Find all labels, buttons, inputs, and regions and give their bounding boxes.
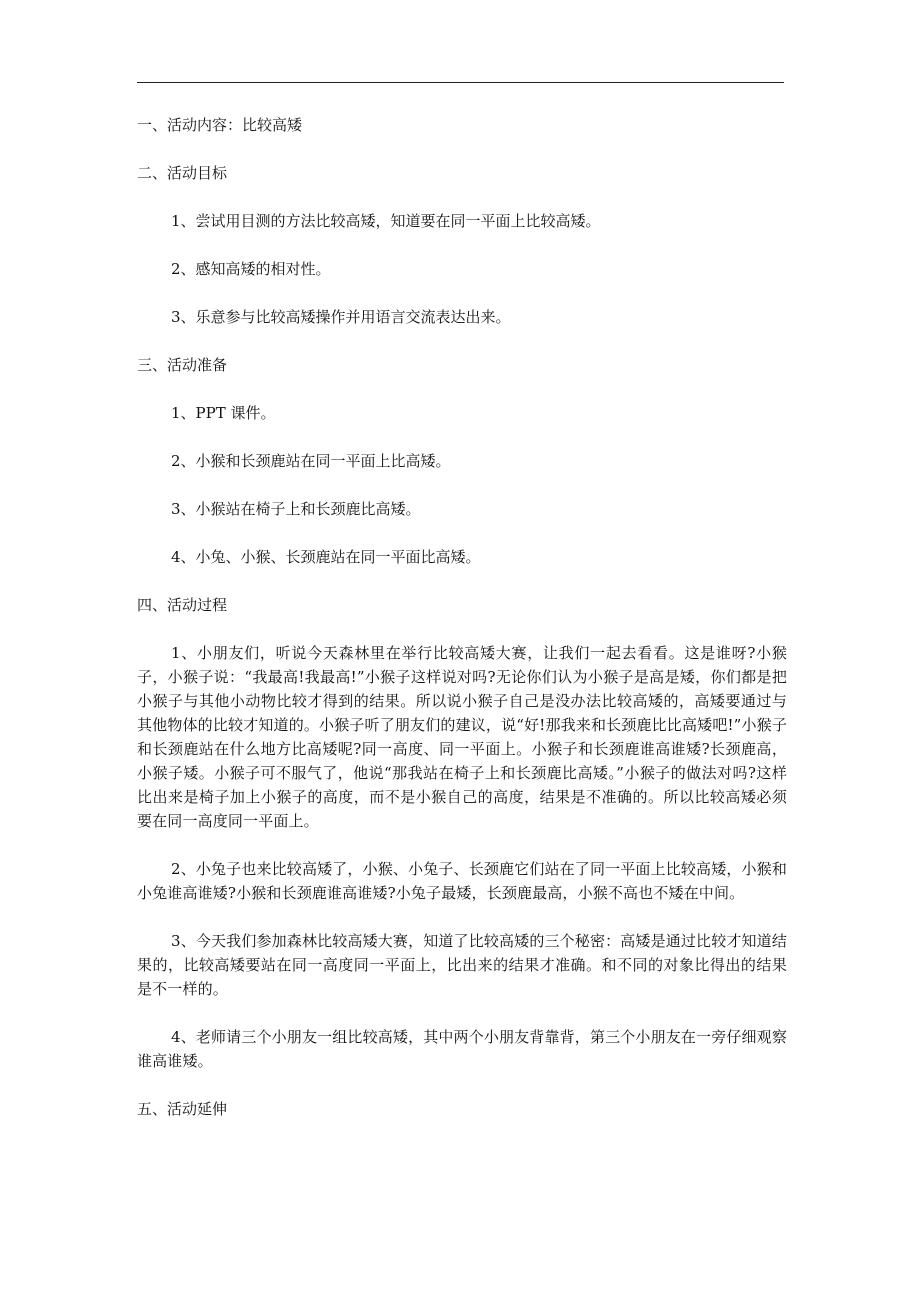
goal-item: 1、尝试用目测的方法比较高矮，知道要在同一平面上比较高矮。 bbox=[171, 212, 601, 230]
section-heading-content: 一、活动内容：比较高矮 bbox=[137, 116, 303, 134]
section-heading-process: 四、活动过程 bbox=[137, 596, 228, 614]
preparation-item: 2、小猴和长颈鹿站在同一平面上比高矮。 bbox=[171, 452, 451, 470]
process-paragraph: 1、小朋友们，听说今天森林里在举行比较高矮大赛，让我们一起去看看。这是谁呀?小猴子，小猴子说：“我最高!我最高!”小猴子这样说对吗?无论你们认为小猴子是高是矮，你们都是把小猴子与其他小动物比较才得到的结果。所以说小猴子自己是没办法比较高矮的，高矮要通过与其他物体的比较才知道的。小猴子听了朋友们的建议，说“好!那我来和长颈鹿比比高矮吧!”小猴子和长颈鹿站在什么地方比高矮呢?同一高度、同一平面上。小猴子和长颈鹿谁高谁矮?长颈鹿高，小猴子矮。小猴子可不服气了，他说“那我站在椅子上和长颈鹿比高矮。”小猴子的做法对吗?这样比出来是椅子加上小猴子的高度，而不是小猴自己的高度，结果是不准确的。所以比较高矮必须要在同一高度同一平面上。 bbox=[137, 644, 787, 830]
section-heading-preparation: 三、活动准备 bbox=[137, 356, 228, 374]
process-paragraph: 4、老师请三个小朋友一组比较高矮，其中两个小朋友背靠背，第三个小朋友在一旁仔细观察谁高谁矮。 bbox=[137, 1028, 787, 1070]
preparation-item: 1、PPT 课件。 bbox=[171, 404, 276, 422]
preparation-item: 4、小兔、小猴、长颈鹿站在同一平面比高矮。 bbox=[171, 548, 481, 566]
preparation-item: 3、小猴站在椅子上和长颈鹿比高矮。 bbox=[171, 500, 421, 518]
goal-item: 2、感知高矮的相对性。 bbox=[171, 260, 331, 278]
goal-item: 3、乐意参与比较高矮操作并用语言交流表达出来。 bbox=[171, 308, 511, 326]
document-body bbox=[137, 113, 787, 1145]
section-heading-extension: 五、活动延伸 bbox=[137, 1100, 228, 1118]
section-heading-goals: 二、活动目标 bbox=[137, 164, 228, 182]
process-paragraph: 2、小兔子也来比较高矮了，小猴、小兔子、长颈鹿它们站在了同一平面上比较高矮，小猴和小兔谁高谁矮?小猴和长颈鹿谁高谁矮?小兔子最矮，长颈鹿最高，小猴不高也不矮在中间。 bbox=[137, 860, 787, 902]
header-rule bbox=[137, 82, 784, 83]
process-paragraph: 3、今天我们参加森林比较高矮大赛，知道了比较高矮的三个秘密：高矮是通过比较才知道结果的，比较高矮要站在同一高度同一平面上，比出来的结果才准确。和不同的对象比得出的结果是不一样的。 bbox=[137, 932, 787, 998]
